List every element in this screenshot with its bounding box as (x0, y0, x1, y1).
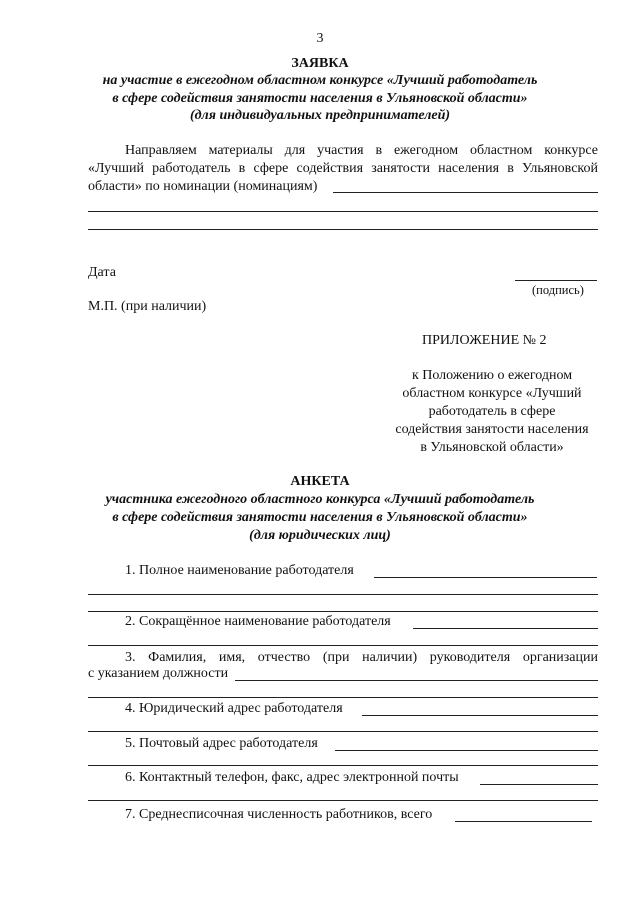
appendix-ref-line4: содействия занятости населения (395, 422, 589, 437)
appendix-ref-line3: работодатель в сфере (428, 404, 556, 419)
item-1-fill-line-2 (88, 594, 598, 595)
seal-label: М.П. (при наличии) (88, 299, 207, 314)
nomination-fill-line-3 (88, 229, 598, 230)
application-body-line3: области» по номинации (номинациям) (88, 179, 318, 194)
questionnaire-item-1: 1. Полное наименование работодателя (125, 563, 354, 578)
appendix-ref-line5: в Ульяновской области» (420, 440, 564, 455)
questionnaire-title: АНКЕТА (290, 474, 350, 489)
item-4-fill-line (362, 715, 598, 716)
questionnaire-item-6: 6. Контактный телефон, факс, адрес электронной почты (125, 770, 459, 785)
appendix-ref-line2: областном конкурсе «Лучший (402, 386, 582, 401)
item-1-fill-line-3 (88, 611, 598, 612)
item-7-fill-line (455, 821, 592, 822)
item-4-fill-line-2 (88, 731, 598, 732)
nomination-fill-line-2 (88, 211, 598, 212)
item-5-fill-line-2 (88, 765, 598, 766)
application-subtitle-line2: в сфере содействия занятости населения в Ульяновской области» (112, 91, 528, 106)
item-5-fill-line (335, 750, 598, 751)
application-title: ЗАЯВКА (291, 56, 349, 71)
item-3-fill-line-2 (88, 697, 598, 698)
questionnaire-item-4: 4. Юридический адрес работодателя (125, 701, 343, 716)
questionnaire-subtitle-line3: (для юридических лиц) (249, 528, 391, 543)
questionnaire-item-3: 3. Фамилия, имя, отчество (при наличии) руководителя организации (125, 650, 598, 665)
nomination-fill-line (333, 192, 598, 193)
date-label: Дата (88, 265, 116, 280)
questionnaire-item-5: 5. Почтовый адрес работодателя (125, 736, 318, 751)
page-number: 3 (316, 31, 324, 46)
item-2-fill-line (413, 628, 598, 629)
item-1-fill-line (374, 577, 597, 578)
questionnaire-item-2: 2. Сокращённое наименование работодателя (125, 614, 391, 629)
application-body-line1: Направляем материалы для участия в ежегодном областном конкурсе (125, 143, 598, 158)
item-6-fill-line (480, 784, 598, 785)
item-3-fill-line (235, 680, 598, 681)
item-6-fill-line-2 (88, 800, 598, 801)
questionnaire-subtitle-line1: участника ежегодного областного конкурса «Лучший работодатель (105, 492, 535, 507)
application-subtitle-line1: на участие в ежегодном областном конкурсе «Лучший работодатель (102, 73, 538, 88)
application-subtitle-line3: (для индивидуальных предпринимателей) (189, 108, 451, 123)
signature-line (515, 280, 597, 281)
questionnaire-subtitle-line2: в сфере содействия занятости населения в Ульяновской области» (112, 510, 528, 525)
application-body-line2: «Лучший работодатель в сфере содействия занятости населения в Ульяновской (88, 161, 598, 176)
appendix-title: ПРИЛОЖЕНИЕ № 2 (422, 333, 547, 348)
questionnaire-item-3-continuation: с указанием должности (88, 666, 229, 681)
appendix-ref-line1: к Положению о ежегодном (411, 368, 573, 383)
item-2-fill-line-2 (88, 645, 598, 646)
signature-label: (подпись) (532, 283, 584, 297)
questionnaire-item-7: 7. Среднесписочная численность работников, всего (125, 807, 433, 822)
